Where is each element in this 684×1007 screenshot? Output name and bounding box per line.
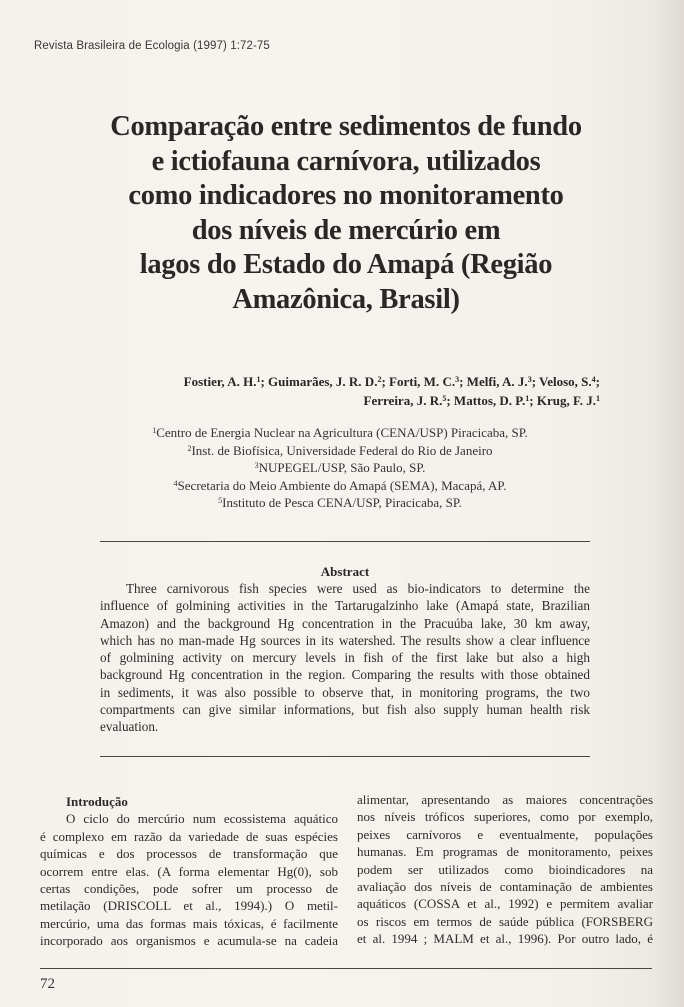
author-name: ; Mattos, D. P. xyxy=(446,392,526,408)
title-line: lagos do Estado do Amapá (Região xyxy=(139,249,553,280)
abstract-line: Three carnivorous fish species were used as bio-indicators to determine the xyxy=(126,581,590,596)
affiliation-text: NUPEGEL/USP, São Paulo, SP. xyxy=(258,460,426,475)
author-line xyxy=(80,373,600,392)
body-line: metilação (DRISCOLL et al., 1994).) O metil- xyxy=(40,898,338,914)
title-line: como indicadores no monitoramento xyxy=(128,180,564,211)
body-line: peixes carnívoros e eventualmente, populações xyxy=(357,826,653,842)
affiliation-marker: 2 xyxy=(377,375,382,384)
affiliation-text: Centro de Energia Nuclear na Agricultura (CENA/USP) Piracicaba, SP. xyxy=(156,425,528,440)
abstract-text xyxy=(100,580,590,736)
running-head: Revista Brasileira de Ecologia (1997) 1:72-75 xyxy=(34,40,270,52)
abstract-top-rule xyxy=(100,541,590,542)
body-line: humanas. Em programas de monitoramento, peixes xyxy=(357,844,653,860)
affiliation-marker: 1 xyxy=(525,393,530,403)
affiliation-number: 3 xyxy=(254,461,259,470)
affiliation-marker: 4 xyxy=(591,375,596,384)
affiliation-text: Instituto de Pesca CENA/USP, Piracicaba, SP. xyxy=(222,495,462,510)
affiliation-number: 4 xyxy=(173,478,178,488)
abstract-line: compartments can give similar informations, but fish also supply human health risk xyxy=(100,702,590,718)
abstract-line: influence of golmining activities in the Tartarugalzinho lake (Amapá state, Brazilian xyxy=(100,598,590,614)
affiliation-text: Secretaria do Meio Ambiente do Amapá (SEMA), Macapá, AP. xyxy=(177,477,507,493)
affiliation-marker: 1 xyxy=(256,375,261,384)
abstract-heading: Abstract xyxy=(320,564,370,579)
body-line: os riscos em termos de saúde pública (FORSBERG xyxy=(357,913,653,929)
author-name: ; Guimarães, J. R. D. xyxy=(260,374,378,389)
title-line: dos níveis de mercúrio em xyxy=(191,214,501,246)
affiliation-list xyxy=(90,424,590,512)
title-line: Comparação entre sedimentos de fundo xyxy=(110,111,582,142)
body-line: ocorrem entre elas. (A forma elementar Hg(0), sob xyxy=(40,863,338,879)
intro-right-column xyxy=(357,791,653,948)
abstract-line: in sediments, it was also possible to observe that, in monitoring programs, the two xyxy=(100,684,590,700)
footer-rule xyxy=(40,968,652,969)
title-line: Amazônica, Brasil) xyxy=(232,283,460,315)
intro-left-column xyxy=(40,793,338,950)
affiliation-number: 2 xyxy=(187,443,192,453)
author-name: Ferreira, J. R. xyxy=(363,392,443,408)
body-line: O ciclo do mercúrio num ecossistema aquático xyxy=(66,811,338,827)
article-title xyxy=(40,110,652,317)
author-list xyxy=(80,373,600,410)
abstract-bottom-rule xyxy=(100,756,590,757)
author-name: Fostier, A. H. xyxy=(183,374,257,389)
abstract-line: evaluation. xyxy=(100,719,159,735)
title-line: e ictiofauna carnívora, utilizados xyxy=(151,145,541,177)
section-heading: Introdução xyxy=(66,794,128,809)
affiliation-marker: 3 xyxy=(527,375,532,384)
body-line: químicas e dos processos de transformação que xyxy=(40,846,338,862)
affiliation-line xyxy=(90,424,590,442)
author-name: ; Krug, F. J. xyxy=(529,392,596,408)
body-line: podem ser utilizados como bioindicadores na xyxy=(357,861,653,877)
abstract-line: of golmining activity on mercury levels in fish of the first lake but also a high xyxy=(100,650,590,666)
body-line: mercúrio, uma das formas mais tóxicas, é facilmente xyxy=(40,915,338,931)
body-line: aquáticos (COSSA et al., 1992) e permitem avaliar xyxy=(357,896,653,912)
affiliation-text: Inst. de Biofísica, Universidade Federal do Rio de Janeiro xyxy=(191,442,493,458)
affiliation-line xyxy=(90,442,590,460)
affiliation-marker: 3 xyxy=(455,375,460,384)
author-name: ; Veloso, S. xyxy=(531,374,592,389)
affiliation-number: 1 xyxy=(152,426,157,435)
body-line: et al. 1994 ; MALM et al., 1996). Por outro lado, é xyxy=(357,931,653,947)
body-line: certas condições, pode sofrer um processo de xyxy=(40,881,338,897)
affiliation-line xyxy=(90,494,590,512)
page-edge-shadow xyxy=(654,0,684,1007)
body-line: incorporado aos organismos e acumula-se na cadeia xyxy=(40,933,338,949)
body-line: alimentar, apresentando as maiores concentrações xyxy=(357,792,653,807)
page-number: 72 xyxy=(40,976,55,992)
affiliation-marker: 1 xyxy=(596,393,600,403)
body-line: avaliação dos níveis de contaminação de ambientes xyxy=(357,879,653,895)
author-name: ; Melfi, A. J. xyxy=(459,374,528,389)
affiliation-line xyxy=(90,477,590,495)
author-separator: ; xyxy=(595,374,600,389)
affiliation-number: 5 xyxy=(218,496,223,505)
abstract-line: background Hg concentration in the region. Comparing the results with those obtained xyxy=(100,667,590,683)
author-name: ; Forti, M. C. xyxy=(381,374,456,389)
author-line xyxy=(80,392,600,411)
body-line: nos níveis tróficos superiores, como por exemplo, xyxy=(357,809,653,825)
affiliation-marker: 5 xyxy=(442,393,447,403)
affiliation-line xyxy=(90,459,590,477)
abstract-line: which has no man-made Hg sources in its watershed. The results show a clear influence xyxy=(100,632,590,648)
body-line: é complexo em razão da variedade de suas espécies xyxy=(40,828,338,844)
abstract-line: Amazon) and the background Hg concentration in the Pracuúba lake, 30 km away, xyxy=(100,615,590,631)
